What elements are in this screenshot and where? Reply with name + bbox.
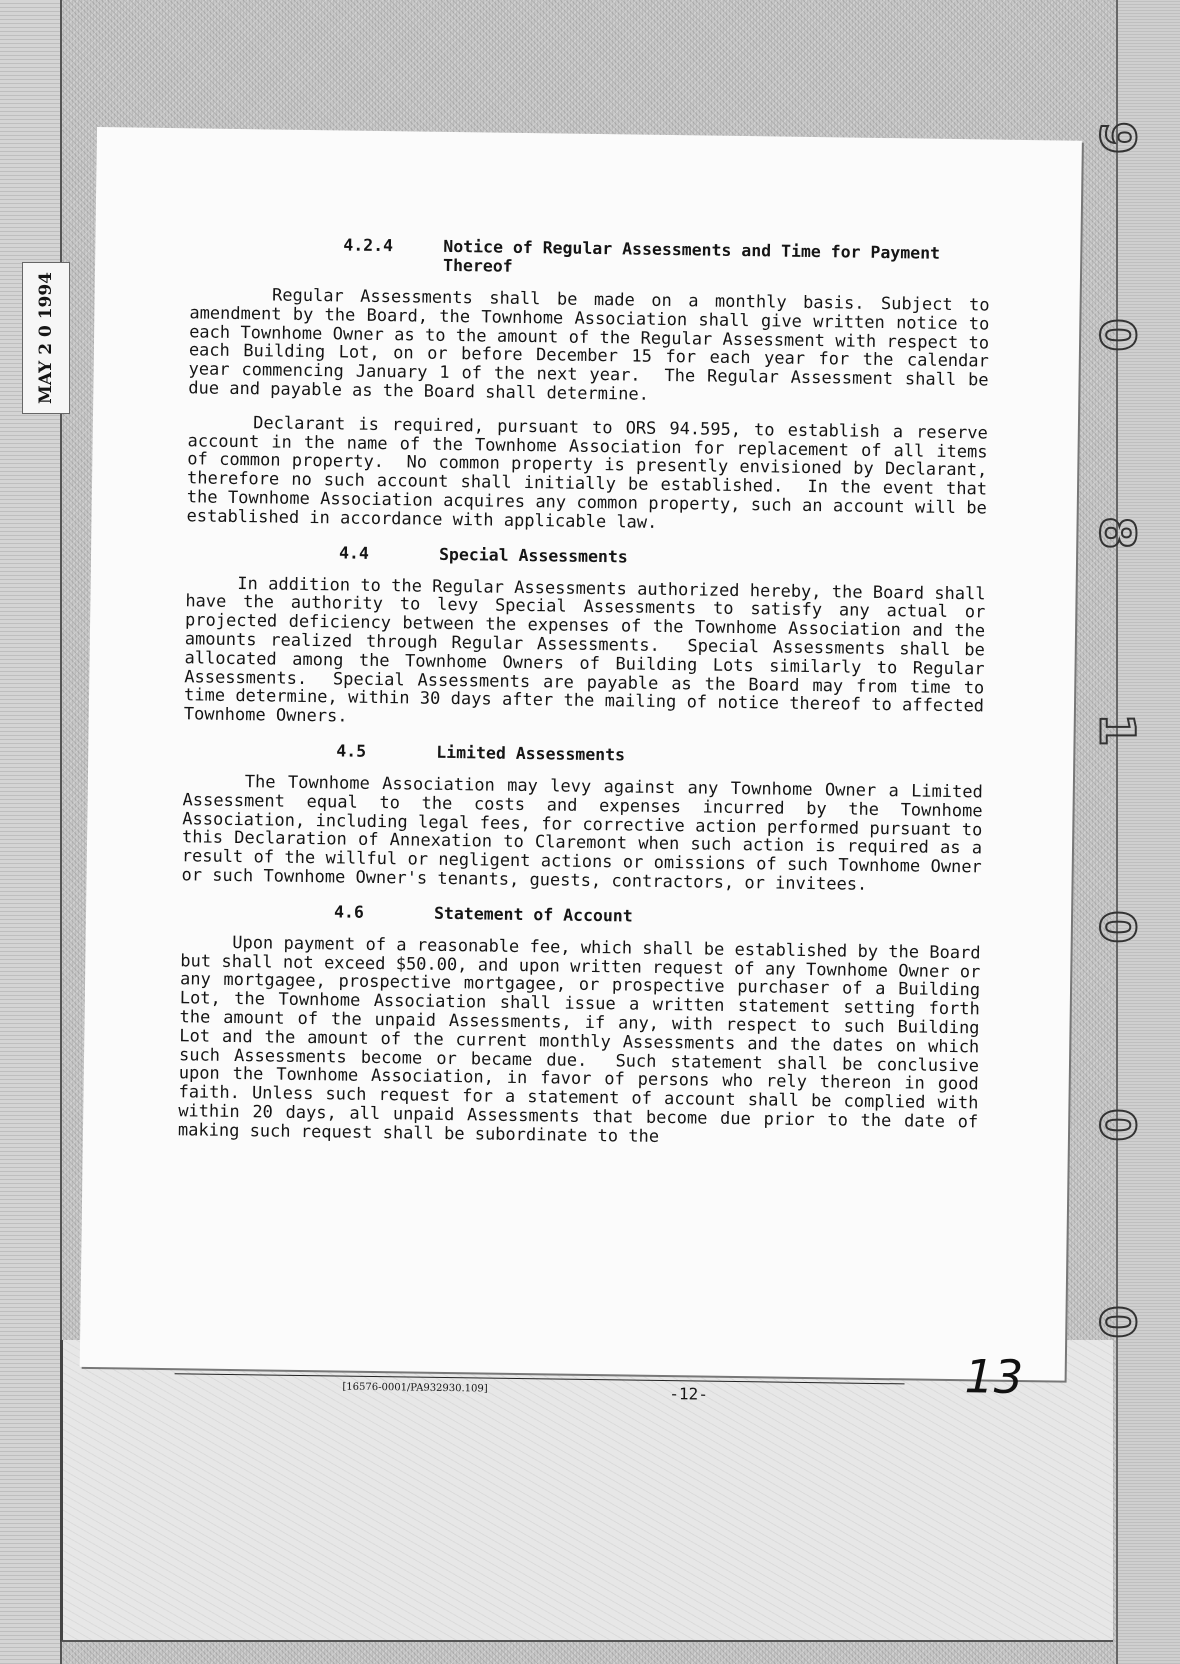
page-body xyxy=(177,233,1024,1405)
section-4-6 xyxy=(177,900,991,1151)
date-stamp-text: MAY 2 0 1994 xyxy=(36,271,56,405)
section-paragraph: The Townhome Association may levy against any Townhome Owner a Limited Assessment equal to the costs and expenses incurred by the Townhome Association, including legal fees, for corrective action performed pursuant to this Declaration of Annexation to Claremont when such action is required as a result of the willful or negligent actions or omissions of such Townhome Owner or such Townhome Owner's tenants, guests, contractors, or invitees. xyxy=(181,771,994,895)
margin-digit: 0 xyxy=(1089,910,1145,945)
margin-document-number xyxy=(1089,110,1145,1350)
section-title: Limited Assessments xyxy=(436,742,626,765)
section-4-4 xyxy=(183,541,996,736)
section-heading xyxy=(186,541,986,571)
section-number: 4.6 xyxy=(333,902,365,922)
date-stamp xyxy=(22,262,70,414)
section-number: 4.4 xyxy=(338,542,370,563)
section-paragraph: Upon payment of a reasonable fee, which shall be established by the Board but shall not exceed $50.00, and upon written request of any Townhome Owner or any mortgagee, prospective mortgagee, or prospective purchaser of a Building Lot, the Townhome Association shall issue a written statement setting forth the amount of the unpaid Assessments, if any, with respect to such Building Lot and the amount of the current monthly Assessments and the dates on which such Assessments become or became due. Such statement shall be conclusive upon the Townhome Association, in favor of persons who rely thereon in good faith. Unless such request for a statement of account shall be complied with within 20 days, all unpaid Assessments that become due prior to the date of making such request shall be subordinate to the xyxy=(177,931,991,1147)
section-heading xyxy=(183,739,983,769)
section-paragraph: Regular Assessments shall be made on a monthly basis. Subject to amendment by the Board, the Townhome Association shall give written notice to each Townhome Owner as to the amount of the Regular Assessment with respect to each Building Lot, on or before December 15 for each year for the calendar year commencing January 1 of the next year. The Regular Assessment shall be due and payable as the Board shall determine. xyxy=(188,284,1000,405)
margin-digit: 0 xyxy=(1089,318,1145,353)
document-page xyxy=(80,127,1082,1405)
section-heading xyxy=(181,900,981,930)
section-number: 4.2.4 xyxy=(343,235,394,256)
section-heading xyxy=(190,233,990,282)
page-number: -12- xyxy=(669,1384,709,1404)
margin-digit: 8 xyxy=(1089,515,1145,550)
section-paragraph: Declarant is required, pursuant to ORS 94.595, to establish a reserve account in the name of the Townhome Association for replacement of all items of common property. No common property is presently envisioned by Declarant, therefore no such account shall initially be established. In the event that the Townhome Association acquires any common property, such an account will be established in accordance with applicable law. xyxy=(186,412,999,533)
handwritten-page-number: 13 xyxy=(964,1349,1024,1405)
section-paragraph: In addition to the Regular Assessments authorized hereby, the Board shall have the authority to levy Special Assessments to satisfy any actual or projected deficiency between the expenses of the Townhome Association and the amounts realized through Regular Assessments. Special Assessments shall be allocated among the Townhome Owners of Building Lots similarly to Regular Assessments. Special Assessments are payable as the Board may from time to time determine, within 30 days after the mailing of notice thereof to affected Townhome Owners. xyxy=(183,572,996,727)
section-4-2-4 xyxy=(186,233,1000,537)
margin-digit: 9 xyxy=(1089,121,1145,155)
margin-digit: 1 xyxy=(1089,713,1145,747)
section-title: Notice of Regular Assessments and Time for Payment Thereof xyxy=(442,236,941,276)
section-number: 4.5 xyxy=(336,741,367,761)
margin-digit: 0 xyxy=(1089,1305,1145,1339)
document-reference: [16576-0001/PA932930.109] xyxy=(342,1381,488,1395)
section-title: Special Assessments xyxy=(438,544,628,567)
left-margin-strip xyxy=(0,0,62,1664)
margin-digit: 0 xyxy=(1089,1107,1145,1142)
section-title: Statement of Account xyxy=(433,903,633,926)
section-4-5 xyxy=(181,739,994,896)
